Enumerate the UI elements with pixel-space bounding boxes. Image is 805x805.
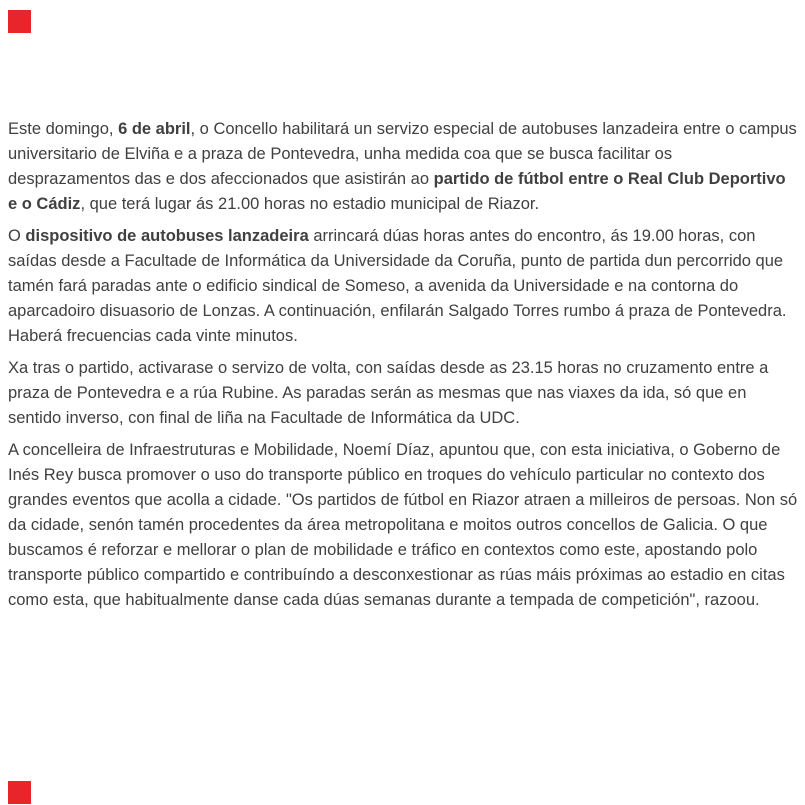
text-run: A concelleira de Infraestruturas e Mobilidade, Noemí Díaz, apuntou que, con esta iniciativa, o Goberno de Inés Rey busca promover o uso do transporte público en troques do vehículo particular no contexto dos grandes eventos que acolla a cidade. "Os partidos de fútbol en Riazor atraen a milleiros de persoas. Non só da cidade, senón tamén procedentes da área metropolitana e moitos outros concellos de Galicia. O que buscamos é reforzar e mellorar o plan de mobilidade e tráfico en contextos como este, apostando polo transporte público compartido e contribuíndo a desconxestionar as rúas máis próximas ao estadio en citas como esta, que habitualmente danse cada dúas semanas durante a tempada de competición", razoou. xyxy=(8,441,798,609)
article-paragraph xyxy=(8,356,798,431)
text-run: Este domingo, xyxy=(8,120,119,138)
article-paragraph xyxy=(8,117,798,217)
text-run: , o Concello habilitará un servizo especial de autobuses lanzadeira entre o campus universitario de Elviña e a praza de Pontevedra, unha medida coa que se busca facilitar os desprazamentos das e dos afeccionados que asistirán ao xyxy=(8,120,797,188)
article-body xyxy=(8,117,798,620)
text-run: arrincará dúas horas antes do encontro, ás 19.00 horas, con saídas desde a Facultade de Informática da Universidade da Coruña, punto de partida dun percorrido que tamén fará paradas ante o edificio sindical de Someso, a avenida da Universidade e na contorna do aparcadoiro disuasorio de Lonzas. A continuación, enfilarán Salgado Torres rumbo á praza de Pontevedra. Haberá frecuencias cada vinte minutos. xyxy=(8,227,787,345)
text-run: O xyxy=(8,227,26,245)
text-run: , que terá lugar ás 21.00 horas no estadio municipal de Riazor. xyxy=(80,195,540,213)
article-paragraph xyxy=(8,224,798,349)
red-square-marker-top xyxy=(8,10,31,33)
bold-text-run: dispositivo de autobuses lanzadeira xyxy=(25,227,309,245)
red-square-marker-bottom xyxy=(8,781,31,804)
article-paragraph xyxy=(8,438,798,613)
bold-text-run: 6 de abril xyxy=(118,120,191,138)
bold-text-run: partido de fútbol entre o Real Club Deportivo e o Cádiz xyxy=(8,170,786,213)
text-run: Xa tras o partido, activarase o servizo de volta, con saídas desde as 23.15 horas no cruzamento entre a praza de Pontevedra e a rúa Rubine. As paradas serán as mesmas que nas viaxes da ida, só que en sentido inverso, con final de liña na Facultade de Informática da UDC. xyxy=(8,359,769,427)
